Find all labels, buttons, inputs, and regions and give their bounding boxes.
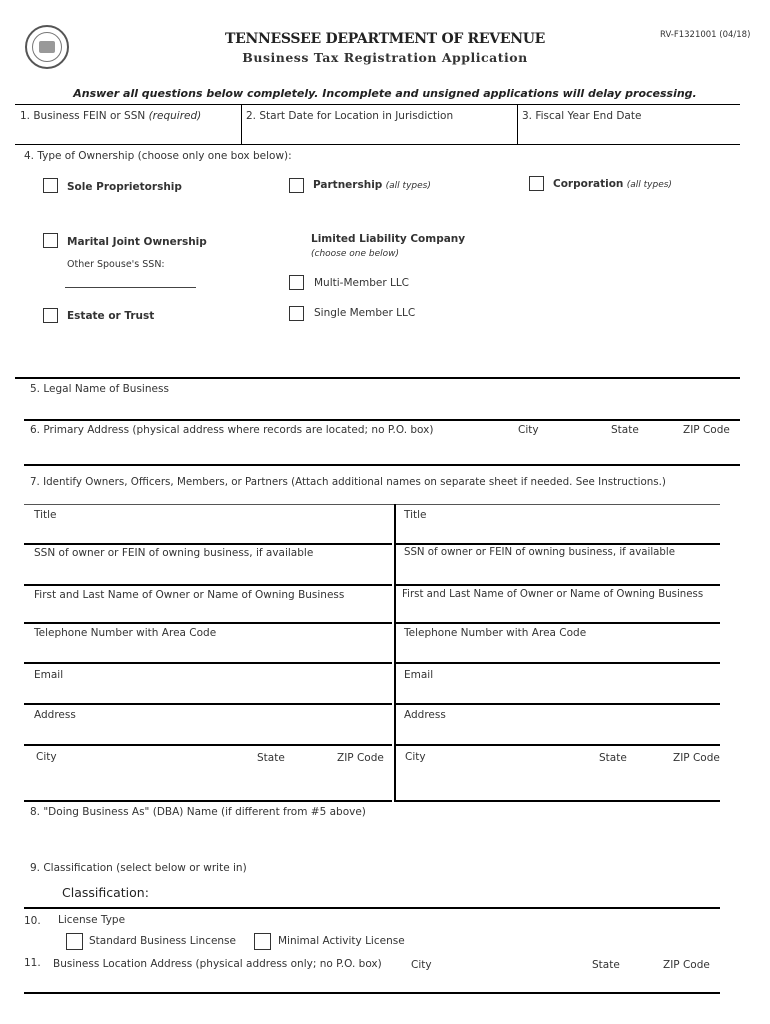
owner2-email-label: Email: [404, 669, 434, 681]
location-label: Business Location Address (physical address only; no P.O. box): [53, 958, 382, 970]
owner2-city-label: City: [405, 751, 426, 763]
location-city-label: City: [411, 959, 432, 971]
owner1-city-label: City: [36, 751, 57, 763]
primary-state-label: State: [611, 424, 639, 436]
owner2-address-label: Address: [404, 709, 446, 721]
llc-note: (choose one below): [311, 249, 400, 259]
owner2-zip-label: ZIP Code: [673, 752, 720, 764]
spouse-ssn-field[interactable]: [65, 287, 196, 288]
location-zip-label: ZIP Code: [663, 959, 710, 971]
owner1-email-field[interactable]: [24, 703, 392, 705]
classification-field[interactable]: Classification:: [62, 885, 149, 900]
owner2-name-label: First and Last Name of Owner or Name of Owning Business: [402, 589, 704, 600]
single-member-llc-label: Single Member LLC: [314, 307, 416, 319]
legal-name-field[interactable]: [24, 419, 740, 421]
dba-label: 8. "Doing Business As" (DBA) Name (if different from #5 above): [30, 806, 366, 818]
owner1-name-label: First and Last Name of Owner or Name of Owning Business: [34, 589, 345, 601]
location-number: 11.: [24, 957, 41, 969]
primary-city-label: City: [518, 424, 539, 436]
start-date-label: 2. Start Date for Location in Jurisdiction: [246, 110, 454, 122]
llc-label: Limited Liability Company: [311, 233, 466, 245]
primary-zip-label: ZIP Code: [683, 424, 730, 436]
single-member-llc-checkbox[interactable]: [289, 306, 304, 321]
owner2-ssn-field[interactable]: [396, 584, 720, 586]
license-type-label: License Type: [58, 914, 126, 926]
owner1-title-field[interactable]: [24, 543, 392, 545]
marital-joint-label: Marital Joint Ownership: [67, 236, 207, 248]
owner2-phone-label: Telephone Number with Area Code: [404, 627, 587, 639]
owner2-email-field[interactable]: [396, 703, 720, 705]
fiscal-year-label: 3. Fiscal Year End Date: [522, 110, 642, 122]
owner2-name-field[interactable]: [396, 622, 720, 624]
location-address-field[interactable]: [24, 992, 720, 994]
location-state-label: State: [592, 959, 620, 971]
form-subtitle: Business Tax Registration Application: [242, 50, 528, 65]
primary-address-field[interactable]: [24, 464, 740, 466]
owner1-ssn-field[interactable]: [24, 584, 392, 586]
license-number: 10.: [24, 915, 41, 927]
multi-member-llc-checkbox[interactable]: [289, 275, 304, 290]
estate-trust-checkbox[interactable]: [43, 308, 58, 323]
owner2-phone-field[interactable]: [396, 662, 720, 664]
owner2-title-label: Title: [404, 509, 427, 521]
sole-proprietorship-label: Sole Proprietorship: [67, 181, 182, 193]
partnership-checkbox[interactable]: [289, 178, 304, 193]
minimal-license-checkbox[interactable]: [254, 933, 271, 950]
owner1-state-label: State: [257, 752, 285, 764]
standard-license-label: Standard Business Lincense: [89, 935, 236, 947]
owner1-title-label: Title: [34, 509, 57, 521]
owner1-phone-label: Telephone Number with Area Code: [34, 627, 217, 639]
multi-member-llc-label: Multi-Member LLC: [314, 277, 410, 289]
partnership-label: Partnership (all types): [313, 179, 431, 191]
primary-address-label: 6. Primary Address (physical address where records are located; no P.O. box): [30, 424, 434, 436]
corporation-checkbox[interactable]: [529, 176, 544, 191]
fein-label: 1. Business FEIN or SSN (required): [20, 110, 202, 122]
instruction-text: Answer all questions below completely. Incomplete and unsigned applications will delay processing.: [73, 87, 697, 100]
owner2-state-label: State: [599, 752, 627, 764]
owner2-title-field[interactable]: [396, 543, 720, 545]
legal-name-label: 5. Legal Name of Business: [30, 383, 169, 395]
owner2-ssn-label: SSN of owner or FEIN of owning business, if available: [404, 547, 675, 558]
ownership-title: 4. Type of Ownership (choose only one box below):: [24, 150, 292, 162]
owner1-address-label: Address: [34, 709, 76, 721]
owner1-phone-field[interactable]: [24, 662, 392, 664]
owner1-zip-label: ZIP Code: [337, 752, 384, 764]
owner2-address-field[interactable]: [396, 744, 720, 746]
corporation-label: Corporation (all types): [553, 178, 672, 190]
minimal-license-label: Minimal Activity License: [278, 935, 405, 947]
marital-joint-checkbox[interactable]: [43, 233, 58, 248]
sole-proprietorship-checkbox[interactable]: [43, 178, 58, 193]
department-title: TENNESSEE DEPARTMENT OF REVENUE: [225, 31, 545, 47]
owner1-email-label: Email: [34, 669, 64, 681]
classification-label: 9. Classification (select below or write in): [30, 862, 247, 874]
spouse-ssn-label: Other Spouse's SSN:: [67, 259, 165, 270]
standard-license-checkbox[interactable]: [66, 933, 83, 950]
owners-label: 7. Identify Owners, Officers, Members, or Partners (Attach additional names on separate sheet if needed. See Instructions.): [30, 476, 666, 488]
form-code: RV-F1321001 (04/18): [660, 30, 751, 40]
estate-trust-label: Estate or Trust: [67, 310, 155, 322]
owner1-ssn-label: SSN of owner or FEIN of owning business, if available: [34, 547, 314, 559]
owner1-address-field[interactable]: [24, 744, 392, 746]
owner1-name-field[interactable]: [24, 622, 392, 624]
